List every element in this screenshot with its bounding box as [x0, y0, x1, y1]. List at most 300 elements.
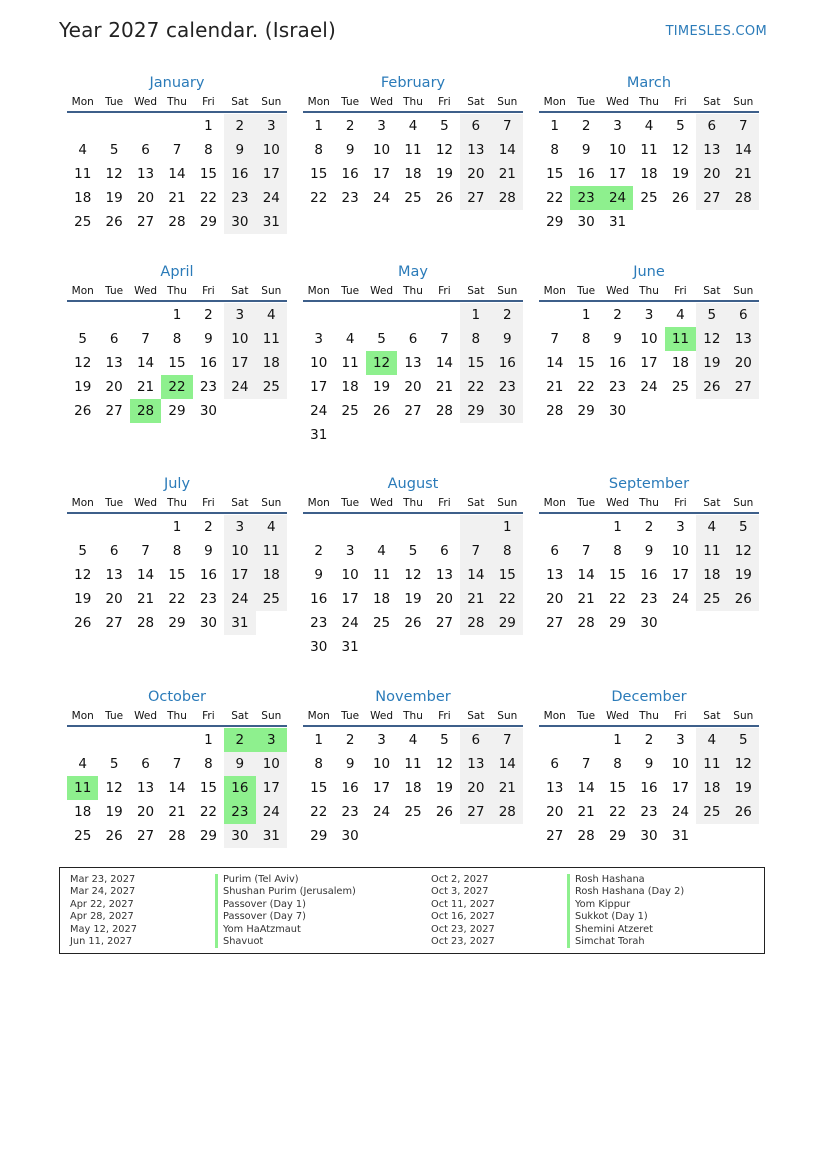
- day-cell: 2: [345, 118, 355, 134]
- weekday-label: Mon: [307, 96, 330, 108]
- day-cell: 13: [136, 780, 155, 796]
- month-december: [539, 686, 759, 848]
- day-cell: 7: [172, 142, 182, 158]
- legend-holiday-name: Simchat Torah: [567, 936, 684, 948]
- day-cell: 26: [435, 190, 454, 206]
- day-cell: 20: [435, 591, 454, 607]
- weekday-label: Sun: [261, 497, 282, 509]
- weekday-label: Sat: [703, 285, 721, 297]
- day-cell: 7: [550, 331, 559, 347]
- weekday-label: Sat: [703, 710, 721, 722]
- day-cell: 6: [550, 756, 559, 772]
- day-cell: 18: [696, 776, 727, 800]
- day-cell: 26: [74, 403, 92, 419]
- weekday-label: Tue: [577, 285, 596, 297]
- day-cell: 30: [224, 824, 255, 848]
- day-cell: 11: [341, 355, 359, 371]
- weekday-label: Fri: [438, 710, 451, 722]
- day-cell: 17: [224, 351, 255, 375]
- day-cell: 31: [224, 611, 255, 635]
- day-cell: 31: [310, 427, 328, 443]
- day-cell: 13: [435, 567, 454, 583]
- day-cell: 30: [577, 214, 595, 230]
- day-cell: 2: [314, 543, 323, 559]
- day-cell: 6: [109, 331, 119, 347]
- day-cell: 18: [256, 351, 287, 375]
- day-cell: 10: [256, 752, 287, 776]
- day-cell: 5: [440, 732, 449, 748]
- weekday-label: Mon: [543, 497, 566, 509]
- day-cell: 1: [613, 519, 622, 535]
- day-cell: 24: [224, 587, 255, 611]
- legend-left-names: [215, 874, 356, 948]
- day-cell: 28: [546, 403, 564, 419]
- day-cell: 15: [310, 166, 328, 182]
- day-cell: 25: [256, 375, 287, 399]
- weekday-label: Fri: [438, 96, 451, 108]
- empty-cell: [67, 114, 98, 138]
- weekday-label: Tue: [105, 285, 124, 297]
- day-cell: 21: [136, 379, 155, 395]
- day-cell: 22: [310, 804, 328, 820]
- day-cell: 21: [435, 379, 454, 395]
- weekday-label: Mon: [307, 285, 330, 297]
- holiday-day-cell: 23: [224, 800, 255, 824]
- empty-cell: [366, 515, 397, 539]
- day-cell: 3: [345, 543, 355, 559]
- day-cell: 12: [696, 327, 727, 351]
- day-cell: 7: [581, 756, 591, 772]
- day-cell: 1: [550, 118, 559, 134]
- day-cell: 30: [199, 403, 218, 419]
- day-cell: 19: [105, 190, 123, 206]
- weekday-label: Thu: [639, 497, 659, 509]
- day-cell: 26: [74, 615, 92, 631]
- weekday-header: [303, 283, 523, 302]
- day-cell: 8: [314, 142, 323, 158]
- day-cell: 7: [581, 543, 591, 559]
- day-cell: 6: [141, 142, 150, 158]
- day-cell: 2: [224, 114, 255, 138]
- day-cell: 25: [372, 615, 391, 631]
- legend-holiday-name: Purim (Tel Aviv): [215, 874, 356, 886]
- empty-cell: [460, 515, 491, 539]
- month-june: [539, 261, 759, 423]
- holiday-day-cell: 16: [224, 776, 255, 800]
- day-cell: 25: [404, 190, 422, 206]
- weekday-header: [539, 495, 759, 514]
- day-cell: 26: [671, 190, 690, 206]
- day-cell: 2: [204, 307, 213, 323]
- day-cell: 21: [577, 804, 595, 820]
- day-cell: 11: [640, 142, 658, 158]
- day-cell: 15: [199, 780, 218, 796]
- day-cell: 22: [168, 591, 186, 607]
- day-cell: 7: [141, 331, 150, 347]
- empty-cell: [429, 303, 460, 327]
- day-cell: 29: [168, 403, 186, 419]
- day-cell: 26: [105, 828, 123, 844]
- empty-cell: [161, 114, 192, 138]
- day-cell: 22: [199, 804, 218, 820]
- weekday-label: Tue: [341, 710, 360, 722]
- day-cell: 1: [204, 118, 213, 134]
- weekday-label: Sun: [733, 497, 754, 509]
- day-cell: 7: [460, 539, 491, 563]
- day-cell: 4: [644, 118, 654, 134]
- day-cell: 12: [74, 567, 92, 583]
- day-cell: 26: [404, 615, 422, 631]
- weekday-label: Thu: [639, 710, 659, 722]
- month-march: [539, 72, 759, 234]
- day-cell: 7: [492, 114, 523, 138]
- day-cell: 6: [141, 756, 150, 772]
- day-cell: 2: [581, 118, 591, 134]
- month-name: January: [149, 75, 205, 91]
- weekday-header: [67, 708, 287, 727]
- day-cell: 14: [136, 567, 155, 583]
- day-cell: 20: [136, 804, 155, 820]
- day-cell: 19: [728, 776, 759, 800]
- day-cell: 16: [341, 166, 359, 182]
- day-cell: 12: [435, 756, 454, 772]
- weekday-label: Sat: [231, 285, 249, 297]
- day-cell: 5: [78, 331, 87, 347]
- day-cell: 4: [256, 303, 287, 327]
- day-cell: 10: [640, 331, 658, 347]
- day-cell: 21: [728, 162, 759, 186]
- weekday-label: Sun: [261, 285, 282, 297]
- weekday-label: Wed: [606, 497, 630, 509]
- day-cell: 31: [256, 210, 287, 234]
- month-september: [539, 473, 759, 635]
- day-grid: [539, 114, 759, 234]
- day-cell: 4: [408, 732, 418, 748]
- day-cell: 19: [74, 379, 92, 395]
- day-cell: 28: [168, 828, 186, 844]
- day-cell: 11: [404, 756, 422, 772]
- empty-cell: [303, 515, 334, 539]
- day-cell: 30: [640, 615, 658, 631]
- weekday-label: Sat: [703, 96, 721, 108]
- empty-cell: [334, 303, 365, 327]
- day-cell: 8: [613, 756, 622, 772]
- day-cell: 26: [696, 375, 727, 399]
- day-cell: 25: [256, 587, 287, 611]
- month-january: [67, 72, 287, 234]
- day-cell: 14: [168, 780, 186, 796]
- day-grid: [67, 728, 287, 848]
- day-cell: 22: [577, 379, 595, 395]
- weekday-label: Sun: [261, 96, 282, 108]
- day-cell: 6: [550, 543, 559, 559]
- day-grid: [539, 515, 759, 635]
- legend-holiday-date: Oct 11, 2027: [431, 898, 495, 910]
- day-cell: 4: [696, 515, 727, 539]
- legend-right-dates: [431, 874, 495, 948]
- day-cell: 24: [671, 591, 690, 607]
- day-cell: 29: [168, 615, 186, 631]
- day-cell: 2: [204, 519, 213, 535]
- day-cell: 16: [310, 591, 328, 607]
- empty-cell: [98, 303, 129, 327]
- day-cell: 2: [613, 307, 622, 323]
- day-grid: [303, 303, 523, 447]
- day-cell: 14: [460, 563, 491, 587]
- day-cell: 13: [546, 780, 564, 796]
- day-cell: 15: [460, 351, 491, 375]
- weekday-header: [539, 283, 759, 302]
- day-cell: 15: [168, 355, 186, 371]
- day-cell: 20: [546, 804, 564, 820]
- day-cell: 24: [256, 186, 287, 210]
- day-cell: 20: [728, 351, 759, 375]
- day-cell: 3: [224, 303, 255, 327]
- day-cell: 28: [435, 403, 454, 419]
- legend-holiday-name: Rosh Hashana (Day 2): [567, 886, 684, 898]
- day-cell: 21: [546, 379, 564, 395]
- day-cell: 30: [310, 639, 328, 655]
- day-cell: 28: [577, 828, 595, 844]
- month-may: [303, 261, 523, 447]
- day-cell: 17: [671, 567, 690, 583]
- day-cell: 19: [671, 166, 690, 182]
- day-cell: 5: [728, 515, 759, 539]
- site-brand-link[interactable]: TIMESLES.COM: [665, 24, 767, 39]
- day-cell: 12: [404, 567, 422, 583]
- weekday-label: Thu: [639, 96, 659, 108]
- weekday-label: Fri: [674, 96, 687, 108]
- day-cell: 8: [204, 142, 213, 158]
- weekday-label: Tue: [105, 710, 124, 722]
- day-cell: 17: [608, 166, 627, 182]
- day-cell: 20: [696, 162, 727, 186]
- day-cell: 14: [435, 355, 454, 371]
- month-name: February: [380, 75, 446, 91]
- weekday-label: Mon: [71, 96, 94, 108]
- holiday-day-cell: 22: [161, 375, 192, 399]
- day-cell: 28: [136, 615, 155, 631]
- day-cell: 5: [377, 331, 386, 347]
- day-cell: 21: [136, 591, 155, 607]
- day-cell: 30: [341, 828, 359, 844]
- weekday-header: [539, 708, 759, 727]
- day-cell: 2: [644, 732, 654, 748]
- day-cell: 19: [74, 591, 92, 607]
- day-cell: 7: [728, 114, 759, 138]
- day-cell: 27: [696, 186, 727, 210]
- day-cell: 12: [435, 142, 454, 158]
- empty-cell: [429, 515, 460, 539]
- day-cell: 18: [404, 166, 422, 182]
- weekday-label: Thu: [403, 96, 423, 108]
- weekday-label: Wed: [370, 497, 394, 509]
- month-name: June: [633, 264, 665, 280]
- day-cell: 23: [224, 186, 255, 210]
- day-cell: 25: [74, 828, 92, 844]
- day-cell: 29: [460, 399, 491, 423]
- day-cell: 31: [341, 639, 359, 655]
- holiday-day-cell: 28: [130, 399, 161, 423]
- weekday-label: Sat: [467, 497, 485, 509]
- weekday-label: Fri: [674, 497, 687, 509]
- day-cell: 8: [172, 543, 182, 559]
- day-cell: 9: [204, 543, 213, 559]
- day-cell: 3: [613, 118, 622, 134]
- day-cell: 25: [74, 214, 92, 230]
- day-cell: 29: [199, 828, 218, 844]
- weekday-label: Mon: [71, 710, 94, 722]
- legend-holiday-date: Mar 23, 2027: [70, 874, 136, 885]
- weekday-label: Fri: [438, 497, 451, 509]
- day-cell: 27: [546, 615, 564, 631]
- month-name: September: [608, 476, 690, 492]
- weekday-label: Tue: [341, 285, 360, 297]
- day-cell: 29: [492, 611, 523, 635]
- empty-cell: [539, 303, 570, 327]
- month-april: [67, 261, 287, 423]
- day-cell: 16: [341, 780, 359, 796]
- day-cell: 14: [136, 355, 155, 371]
- weekday-label: Sat: [231, 497, 249, 509]
- month-august: [303, 473, 523, 659]
- day-cell: 10: [608, 142, 627, 158]
- day-cell: 13: [696, 138, 727, 162]
- day-cell: 17: [372, 166, 391, 182]
- day-cell: 9: [613, 331, 622, 347]
- empty-cell: [161, 728, 192, 752]
- day-cell: 20: [546, 591, 564, 607]
- weekday-label: Sat: [467, 96, 485, 108]
- day-cell: 31: [608, 214, 627, 230]
- day-cell: 3: [377, 118, 386, 134]
- day-cell: 14: [577, 567, 595, 583]
- holiday-day-cell: 11: [67, 776, 98, 800]
- day-cell: 17: [671, 780, 690, 796]
- holiday-legend: [59, 867, 765, 954]
- day-cell: 15: [310, 780, 328, 796]
- weekday-label: Wed: [606, 710, 630, 722]
- day-cell: 13: [460, 752, 491, 776]
- weekday-label: Mon: [71, 497, 94, 509]
- empty-cell: [334, 515, 365, 539]
- day-cell: 16: [199, 567, 218, 583]
- empty-cell: [303, 303, 334, 327]
- holiday-day-cell: 23: [570, 186, 601, 210]
- month-name: March: [626, 75, 672, 91]
- day-grid: [67, 303, 287, 423]
- day-cell: 11: [372, 567, 391, 583]
- legend-holiday-name: Sukkot (Day 1): [567, 911, 684, 923]
- weekday-label: Thu: [167, 497, 187, 509]
- day-grid: [303, 114, 523, 210]
- weekday-label: Sat: [703, 497, 721, 509]
- legend-holiday-date: Oct 2, 2027: [431, 874, 489, 885]
- day-cell: 25: [696, 587, 727, 611]
- weekday-label: Sun: [733, 710, 754, 722]
- weekday-label: Wed: [606, 96, 630, 108]
- weekday-label: Sat: [231, 710, 249, 722]
- day-cell: 30: [640, 828, 658, 844]
- weekday-header: [303, 495, 523, 514]
- month-name: December: [611, 689, 687, 705]
- day-cell: 8: [492, 539, 523, 563]
- day-cell: 1: [314, 118, 323, 134]
- day-cell: 31: [671, 828, 690, 844]
- legend-holiday-name: Yom Kippur: [567, 899, 684, 911]
- day-cell: 7: [492, 728, 523, 752]
- legend-holiday-date: May 12, 2027: [70, 923, 137, 935]
- weekday-label: Thu: [403, 710, 423, 722]
- day-cell: 6: [460, 728, 491, 752]
- empty-cell: [397, 515, 428, 539]
- day-cell: 27: [546, 828, 564, 844]
- day-cell: 8: [581, 331, 591, 347]
- day-cell: 9: [345, 142, 355, 158]
- day-cell: 13: [546, 567, 564, 583]
- weekday-label: Mon: [307, 497, 330, 509]
- day-cell: 9: [224, 752, 255, 776]
- day-cell: 22: [310, 190, 328, 206]
- day-cell: 8: [172, 331, 182, 347]
- weekday-label: Mon: [71, 285, 94, 297]
- day-cell: 25: [671, 379, 690, 395]
- weekday-label: Fri: [202, 96, 215, 108]
- day-cell: 25: [640, 190, 658, 206]
- weekday-label: Wed: [134, 710, 158, 722]
- day-cell: 2: [492, 303, 523, 327]
- day-cell: 24: [256, 800, 287, 824]
- day-cell: 8: [204, 756, 213, 772]
- day-cell: 10: [372, 142, 391, 158]
- day-cell: 11: [404, 142, 422, 158]
- weekday-label: Thu: [403, 285, 423, 297]
- weekday-label: Fri: [438, 285, 451, 297]
- day-cell: 18: [640, 166, 658, 182]
- day-cell: 6: [728, 303, 759, 327]
- weekday-label: Sat: [231, 96, 249, 108]
- weekday-label: Wed: [134, 497, 158, 509]
- day-cell: 1: [172, 519, 182, 535]
- day-cell: 14: [492, 138, 523, 162]
- weekday-label: Wed: [370, 710, 394, 722]
- day-cell: 15: [199, 166, 218, 182]
- day-cell: 24: [640, 379, 658, 395]
- day-cell: 6: [696, 114, 727, 138]
- day-cell: 13: [404, 355, 422, 371]
- day-cell: 29: [199, 214, 218, 230]
- day-grid: [67, 114, 287, 234]
- day-cell: 17: [372, 780, 391, 796]
- weekday-label: Fri: [202, 497, 215, 509]
- day-cell: 5: [78, 543, 87, 559]
- day-cell: 13: [105, 567, 123, 583]
- weekday-label: Fri: [674, 710, 687, 722]
- day-cell: 16: [199, 355, 218, 371]
- day-grid: [303, 728, 523, 848]
- weekday-label: Sun: [497, 710, 518, 722]
- day-cell: 25: [404, 804, 422, 820]
- day-cell: 27: [460, 186, 491, 210]
- weekday-header: [539, 94, 759, 113]
- weekday-label: Thu: [167, 96, 187, 108]
- legend-right-names: [567, 874, 684, 948]
- holiday-day-cell: 2: [224, 728, 255, 752]
- month-name: April: [160, 264, 194, 280]
- legend-holiday-name: Shushan Purim (Jerusalem): [215, 886, 356, 898]
- day-cell: 28: [492, 186, 523, 210]
- day-cell: 18: [74, 804, 92, 820]
